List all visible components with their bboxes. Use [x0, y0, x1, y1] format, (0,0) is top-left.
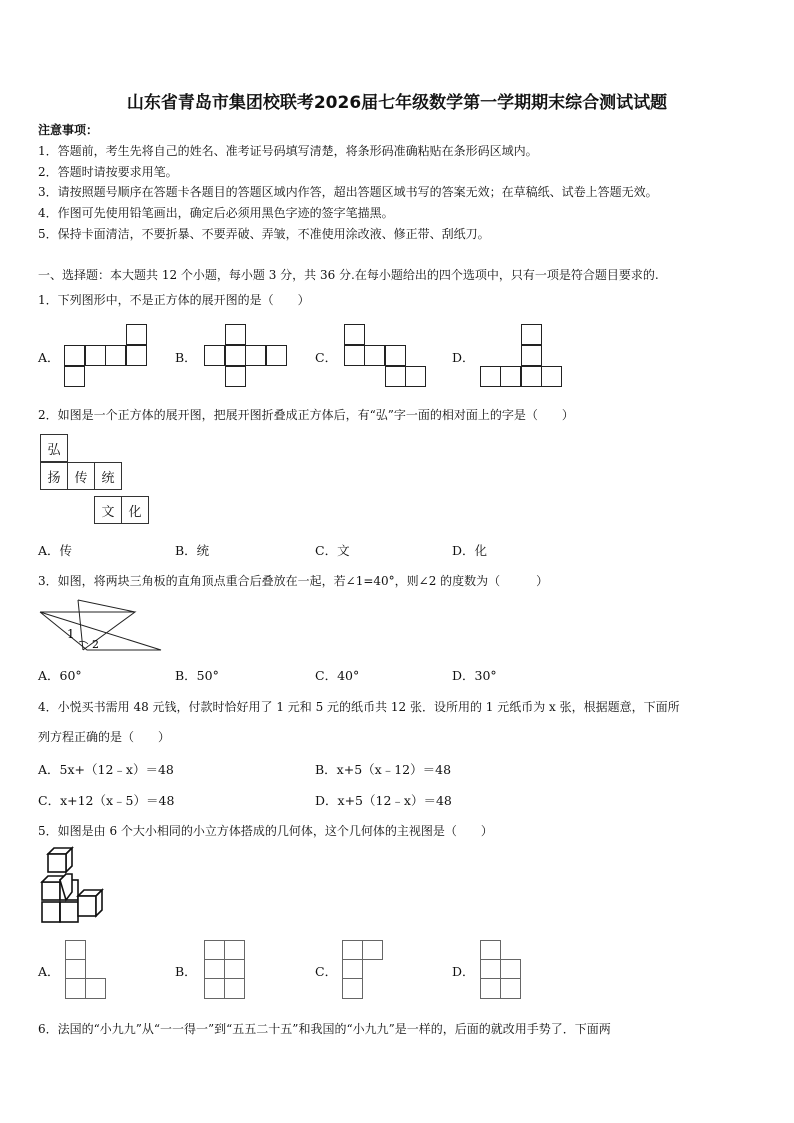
note-item: 3．请按照题号顺序在答题卡各题目的答题区域内作答，超出答题区域书写的答案无效；在草稿纸、试卷上答题无效。	[38, 185, 658, 199]
question-3-stem: 3．如图，将两块三角板的直角顶点重合后叠放在一起，若∠1=40°，则∠2 的度数为（ ）	[38, 574, 549, 588]
note-item: 4．作图可先使用铅笔画出，确定后必须用黑色字迹的签字笔描黑。	[38, 206, 394, 220]
note-item: 5．保持卡面清洁，不要折暴、不要弄破、弄皱，不准使用涂改液、修正带、刮纸刀。	[38, 227, 490, 241]
q5-option-d-label: D．	[452, 964, 475, 979]
net-face: 化	[121, 496, 149, 524]
question-1-stem: 1．下列图形中，不是正方体的展开图的是（ ）	[38, 293, 310, 307]
q2-option-c: C．文	[315, 543, 350, 558]
q4-option-c: C．x+12（x﹣5）＝48	[38, 793, 175, 808]
note-item: 2．答题时请按要求用笔。	[38, 165, 178, 179]
net-face: 弘	[40, 434, 68, 462]
question-4-stem-line2: 列方程正确的是（ ）	[38, 730, 171, 744]
q4-option-a: A．5x+（12﹣x）＝48	[38, 762, 174, 777]
q5-cube-stack-figure	[40, 848, 100, 928]
q3-option-b: B．50°	[175, 668, 219, 683]
question-6-stem: 6．法国的“小九九”从“一一得一”到“五五二十五”和我国的“小九九”是一样的，后面的就改用手势了．下面两	[38, 1022, 611, 1036]
q3-option-a: A．60°	[38, 668, 82, 683]
q5-option-a-label: A．	[38, 964, 60, 979]
q1-option-c-label: C．	[315, 350, 338, 365]
angle-1-label: 1	[67, 627, 75, 641]
q2-option-b: B．统	[175, 543, 210, 558]
page-title: 山东省青岛市集团校联考2026届七年级数学第一学期期末综合测试试题	[126, 93, 668, 113]
net-face: 扬	[40, 462, 68, 490]
q2-option-d: D．化	[452, 543, 488, 558]
question-4-stem-line1: 4．小悦买书需用 48 元钱，付款时恰好用了 1 元和 5 元的纸币共 12 张．设所用的 1 元纸币为 x 张，根据题意，下面所	[38, 700, 680, 714]
net-face: 统	[94, 462, 122, 490]
q1-option-a-label: A．	[38, 350, 60, 365]
section-heading: 一、选择题：本大题共 12 个小题，每小题 3 分，共 36 分.在每小题给出的四个选项中，只有一项是符合题目要求的.	[38, 268, 659, 282]
notes-heading: 注意事项：	[38, 123, 99, 137]
q4-option-d: D．x+5（12﹣x）＝48	[315, 793, 452, 808]
question-2-stem: 2．如图是一个正方体的展开图，把展开图折叠成正方体后，有“弘”字一面的相对面上的字是（ ）	[38, 408, 574, 422]
note-item: 1．答题前，考生先将自己的姓名、准考证号码填写清楚，将条形码准确粘贴在条形码区域内。	[38, 144, 538, 158]
q5-option-c-label: C．	[315, 964, 338, 979]
net-face: 传	[67, 462, 95, 490]
net-face: 文	[94, 496, 122, 524]
angle-2-label: 2	[92, 638, 99, 651]
q3-option-c: C．40°	[315, 668, 360, 683]
question-5-stem: 5．如图是由 6 个大小相同的小立方体搭成的几何体，这个几何体的主视图是（ ）	[38, 824, 493, 838]
q5-option-b-label: B．	[175, 964, 197, 979]
q2-option-a: A．传	[38, 543, 73, 558]
q1-option-b-label: B．	[175, 350, 197, 365]
q4-option-b: B．x+5（x﹣12）＝48	[315, 762, 452, 777]
q3-option-d: D．30°	[452, 668, 497, 683]
q3-triangles-figure	[35, 598, 165, 658]
q1-option-d-label: D．	[452, 350, 475, 365]
